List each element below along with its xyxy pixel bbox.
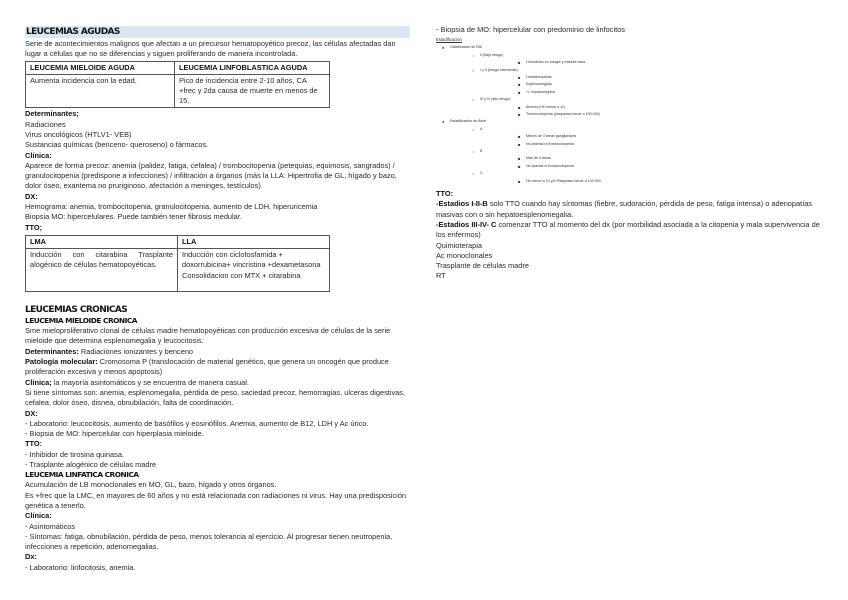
lmc-det-label: Determinantes: <box>25 346 79 356</box>
tto-line: Ac monoclonales <box>436 250 493 260</box>
lmc-sint-text: Si tiene síntomas son: anemia, esplenomegalia, pérdida de peso, saciedad precoz, hemorragias, ulceras digestivas, cefalea, dolor óseo, disnea, obnubilación, falta de coordinación. <box>25 387 406 408</box>
square-bullet-icon: ■ <box>518 111 521 117</box>
circle-bullet-icon: ○ <box>472 97 475 103</box>
circle-bullet-icon: ○ <box>472 52 475 58</box>
llc-clin-line: - Asintomáticos <box>25 521 76 531</box>
dx-line: Hemograma: anemia, trombocitopenia, granulocitopenia, aumento de LDH, hiperuricemia <box>25 202 318 212</box>
rai-stage-label: III y IV (alto riesgo) <box>480 97 511 102</box>
rai-item: Anemia (Hb menor a 11) <box>526 104 566 109</box>
right-column <box>436 0 831 282</box>
llc-title: LEUCEMIA LINFATICA CRONICA <box>25 470 139 480</box>
tto-header-lla: LLA <box>178 235 330 248</box>
tto-stage-1-text: solo TTO cuando hay síntomas (fiebre, sudoración, pérdida de peso, fatiga intensa) o adenopatías masivas con o sin hepatoesplenomegalia. <box>436 199 813 219</box>
agudas-comparison-table <box>25 61 330 109</box>
circle-bullet-icon: ○ <box>472 148 475 154</box>
circle-bullet-icon: ○ <box>472 67 475 73</box>
binet-item: Más de 3 áreas <box>526 156 551 161</box>
tto-cell-lma: Inducción con citarabina Trasplante alogénico de células hematopoyéticas. <box>26 249 178 292</box>
binet-item: No anemia ni trombocitopenia <box>526 163 574 168</box>
agudas-intro: Serie de acontecimientos malignos que afectan a un precursor hematopoyético precoz, las células afectadas dan lugar a células que no se diferencias y siguen proliferando de manera incontrolada. <box>25 39 396 59</box>
table-header-lma: LEUCEMIA MIELOIDE AGUDA <box>26 61 175 74</box>
llc-tto-label: TTO: <box>436 189 454 199</box>
tto-line: RT <box>436 271 446 281</box>
list-item <box>450 126 831 148</box>
binet-stage-label: C <box>480 171 483 176</box>
rai-list <box>436 44 831 185</box>
square-bullet-icon: ■ <box>518 134 521 140</box>
bullet-icon: ● <box>442 45 445 51</box>
square-bullet-icon: ■ <box>518 104 521 110</box>
list-item <box>480 81 831 88</box>
list-item <box>450 52 831 67</box>
clinica-text: Aparece de forma precoz: anemia (palidez, fatiga, cefalea) / trombocitopenia (petequias, equimosis, sangrados) / granulocitopenia (predispone a infecciones) / infiltración a órganos (más la LLA: Hipertrofia de GL, hígado y bazo, dolor óseo, exantema no pruriginoso, afectación a meninges, testículos) <box>25 160 397 191</box>
biopsia-line: - Biopsia de MO: hipercelular con predominio de linfocitos <box>436 25 625 34</box>
llc-dx-line: - Laboratorio: linfocitosis, anemia. <box>25 562 136 572</box>
llc-line: Es +frec que la LMC, en mayores de 60 años y no está relacionada con radiaciones ni virus. Hay una predisposición genética a tenerlo. <box>25 490 407 510</box>
tto-line: Quimioterapia <box>436 240 483 250</box>
lmc-clin-label: Clínica; <box>25 377 52 387</box>
determinantes-line: Radiaciones <box>25 119 66 129</box>
rai-item: Linfocitosis en sangre y medula ósea <box>526 60 586 65</box>
lmc-pat-label: Patología molecular: <box>25 357 98 367</box>
lmc-tto-line: - Inhibidor de tirosina quinasa. <box>25 449 125 459</box>
tto-stage-1-label: -Estadios I-II-B <box>436 199 488 209</box>
list-item <box>480 111 831 118</box>
cronicas-title: LEUCEMIAS CRONICAS <box>25 305 128 316</box>
list-item <box>450 148 831 170</box>
binet-stage-label: A <box>480 126 483 131</box>
list-item <box>480 141 831 148</box>
list-item <box>450 96 831 118</box>
list-item <box>436 44 831 118</box>
square-bullet-icon: ■ <box>518 141 521 147</box>
lmc-tto-line: - Trasplante alogénico de células madre <box>25 460 157 470</box>
list-item <box>480 163 831 170</box>
estadificacion-block <box>436 36 831 185</box>
list-item <box>480 89 831 96</box>
square-bullet-icon: ■ <box>518 82 521 88</box>
list-item <box>450 67 831 97</box>
binet-item: Menos de 3 áreas ganglionares <box>526 134 577 139</box>
rai-item: Linfadenopatías <box>526 74 552 79</box>
list-item <box>480 155 831 162</box>
dx-line: Biopsia MO: hipercelulares. Puede también tener fibrosis medular. <box>25 212 242 222</box>
circle-bullet-icon: ○ <box>472 126 475 132</box>
tto-stage-2-label: -Estadios III-IV- C <box>436 219 497 229</box>
list-item <box>480 74 831 81</box>
square-bullet-icon: ■ <box>518 178 521 184</box>
determinantes-label: Determinantes; <box>25 109 79 119</box>
binet-item: No anemia ni trombocitopenia <box>526 141 574 146</box>
lmc-dx-line: - Laboratorio: leucocitosis, aumento de basófilos y eosinófilos. Anemia, aumento de B12, LDH y Ac úrico. <box>25 418 369 428</box>
dx-label: DX: <box>25 191 38 201</box>
list-item <box>450 170 831 185</box>
square-bullet-icon: ■ <box>518 156 521 162</box>
table-cell-lla: Pico de incidencia entre 2-10 años, CA +frec y 2da causa de muerte en menos de 15. <box>175 74 330 108</box>
agudas-title: LEUCEMIAS AGUDAS <box>25 26 410 38</box>
rai-stage-label: I y II (riesgo intermedio) <box>480 67 518 72</box>
llc-clin-label: Clínica: <box>25 511 52 521</box>
square-bullet-icon: ■ <box>518 74 521 80</box>
tto-table <box>25 235 330 292</box>
tto-stage-2-text: comenzar TTO al momento del dx (por morbilidad asociada a la citopenia y mala supervivencia de los enfermos) <box>436 219 820 240</box>
square-bullet-icon: ■ <box>518 89 521 95</box>
list-item <box>480 59 831 66</box>
binet-stage-label: B <box>480 148 483 153</box>
table-header-lla: LEUCEMIA LINFOBLASTICA AGUDA <box>175 61 330 74</box>
binet-label: Estadificación de Binet <box>450 119 487 124</box>
estadificacion-title: Estadificación <box>436 37 462 43</box>
tto-header-lma: LMA <box>26 235 178 248</box>
rai-stage-label: 0 (bajo riesgo) <box>480 52 503 57</box>
rai-item: Trombocitopenia (plaquetas menor a 100.000) <box>526 111 600 116</box>
tto-cell-lla: Inducción con ciclofosfamida + doxorrubicina+ vincristina +dexametasona Consolidacion con MTX + citarabina <box>178 249 330 292</box>
llc-dx-label: Dx: <box>25 552 37 562</box>
clinica-label: Clínica: <box>25 150 52 160</box>
determinantes-line: Virus oncológicos (HTLV1- VEB) <box>25 130 132 139</box>
list-item <box>480 178 831 185</box>
square-bullet-icon: ■ <box>518 60 521 66</box>
llc-clin-line: - Síntomas: fatiga, obnubilación, pérdida de peso, menos tolerancia al ejercicio. Al progresar tienen neutropenia, infecciones a repetición, adenomegalias. <box>25 531 393 552</box>
tto-label: TTO; <box>25 222 43 232</box>
bullet-icon: ● <box>442 119 445 125</box>
list-item <box>480 133 831 140</box>
rai-item: Esplenomegalia <box>526 82 552 87</box>
llc-line: Acumulación de LB monoclonales en MO, GL, bazo, hígado y otros órganos. <box>25 480 277 490</box>
left-column <box>25 0 410 573</box>
list-item <box>436 118 831 185</box>
rai-item: +/- hepatomegalia <box>526 89 555 94</box>
lmc-tto-label: TTO: <box>25 439 43 449</box>
lmc-det-text: Radiaciones ionizantes y benceno <box>80 346 194 356</box>
lmc-intro: Sme mieloproliferativo clonal de células madre hematopoyéticas con producción excesiva de células de la serie mieloide que determina esplenomegalia y leucocitosis. <box>25 326 391 346</box>
lmc-title: LEUCEMIA MIELOIDE CRONICA <box>25 316 137 326</box>
lmc-pat-text: Cromosoma P (translocación de material genético, que genera un oncogén que produce proliferación excesiva y menos apoptosis) <box>25 357 389 377</box>
rai-label: Clasificación de RAI <box>450 45 483 50</box>
list-item <box>480 104 831 111</box>
lmc-clin-text: la mayoría asintomáticos y se encuentra de manera casual. <box>53 377 249 387</box>
lmc-dx-line: - Biopsia de MO: hipercelular con hiperplasia mieloide. <box>25 429 204 439</box>
tto-line: Trasplante de células madre <box>436 261 529 271</box>
binet-item: Hb menor a 10 y/o Plaquetas menor a 100.000 <box>526 178 601 183</box>
circle-bullet-icon: ○ <box>472 171 475 177</box>
square-bullet-icon: ■ <box>518 163 521 169</box>
determinantes-line: Sustancias químicas (benceno- queroseno) o fármacos. <box>25 140 209 150</box>
lmc-dx-label: DX: <box>25 408 38 418</box>
table-cell-lma: Aumenta incidencia con la edad. <box>26 74 175 108</box>
